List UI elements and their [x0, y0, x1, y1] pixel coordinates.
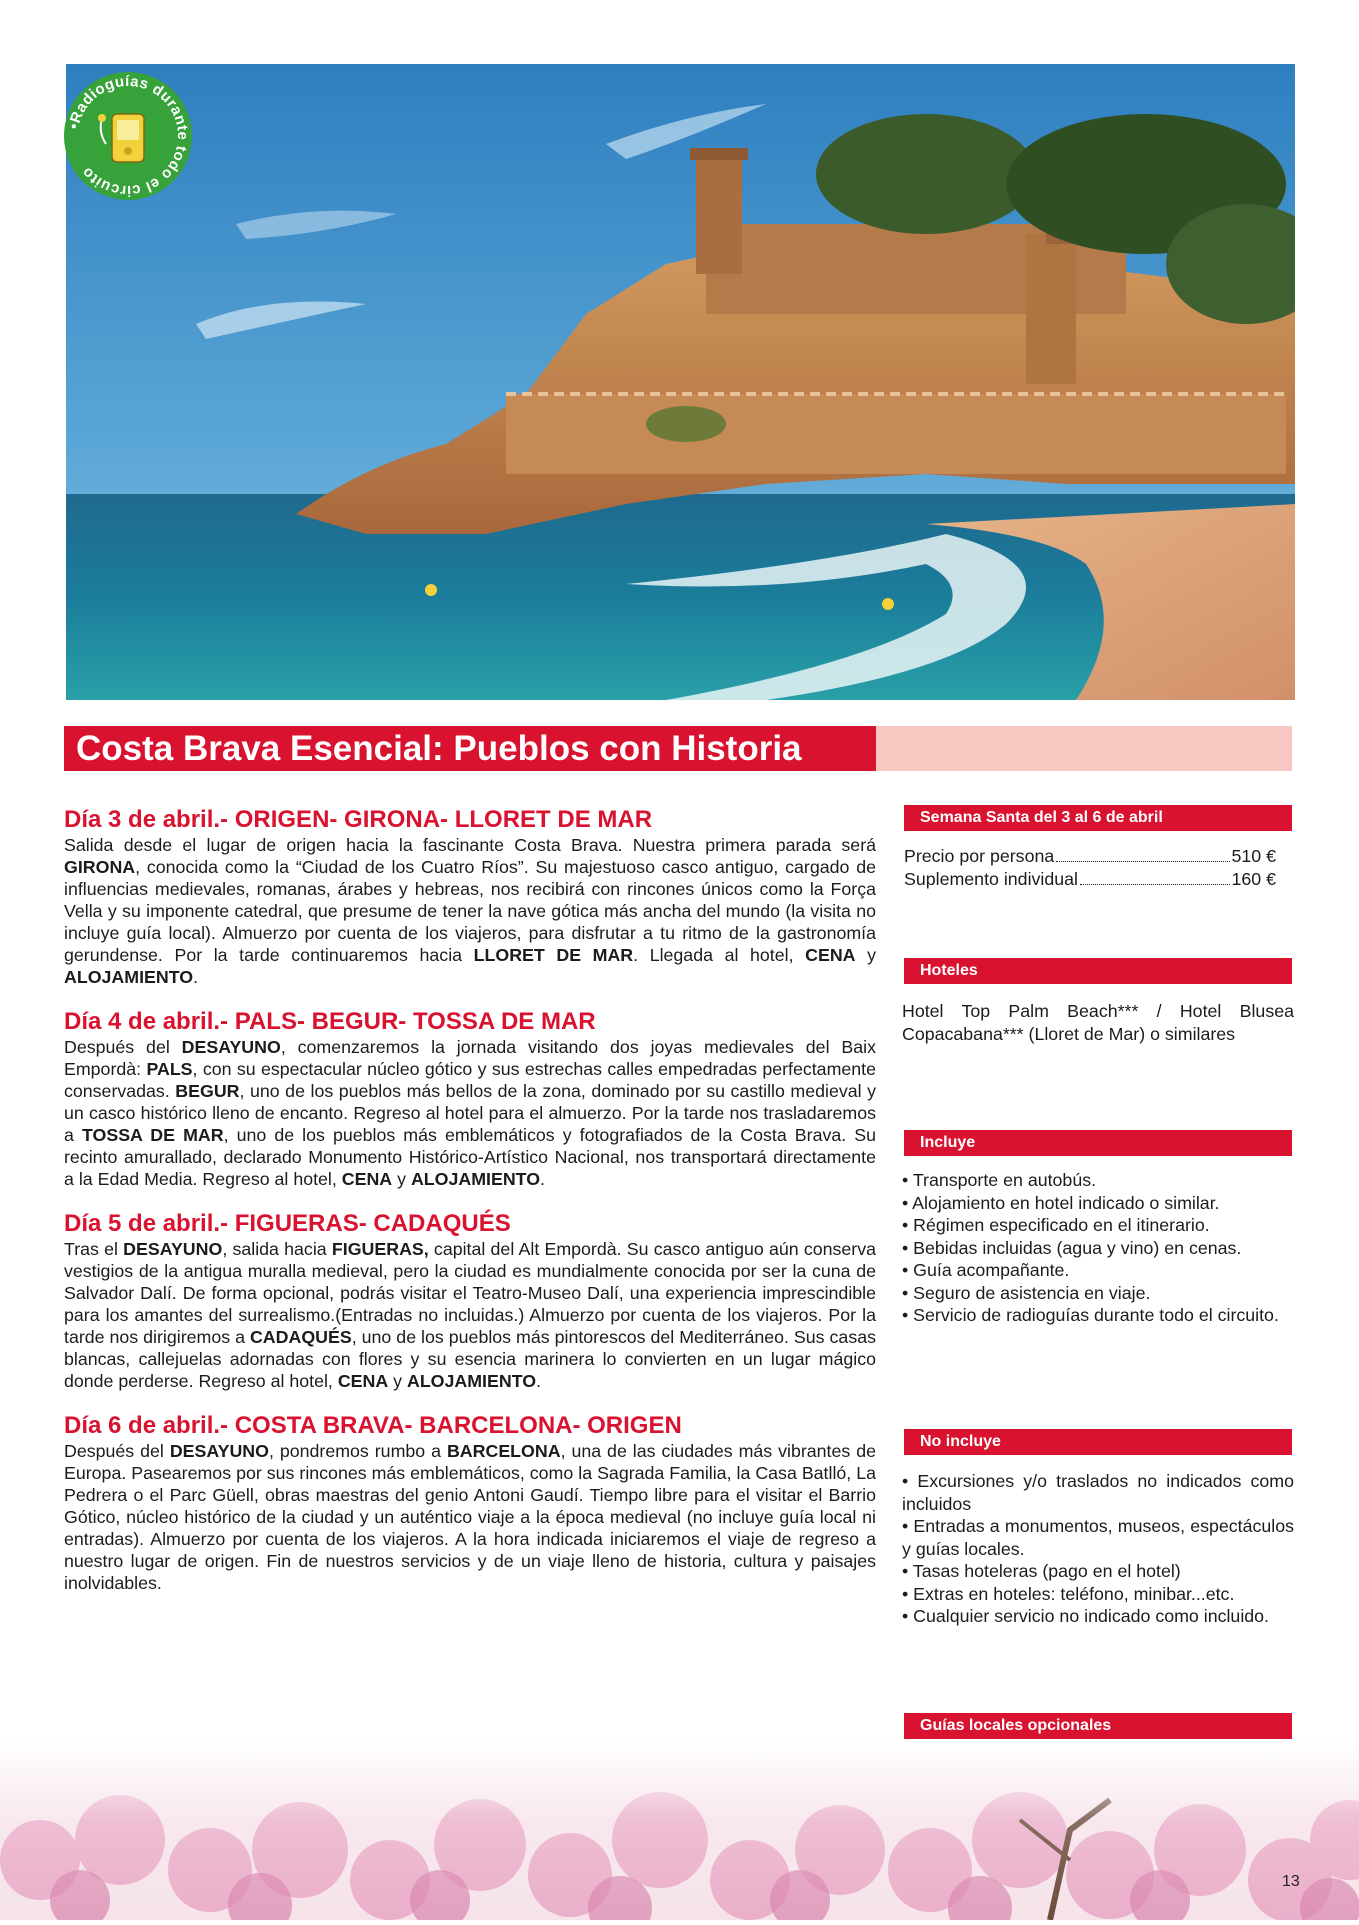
list-item: • Excursiones y/o traslados no indicados como incluidos: [902, 1471, 1294, 1514]
day-section: [64, 806, 876, 988]
page-title: Costa Brava Esencial: Pueblos con Historia: [76, 729, 802, 768]
day-title: Día 3 de abril.- ORIGEN- GIRONA- LLORET DE MAR: [64, 806, 653, 833]
hotels-text: Hotel Top Palm Beach*** / Hotel Blusea Copacabana*** (Lloret de Mar) o similares: [902, 1001, 1294, 1044]
price-row-label: Precio por persona: [904, 846, 1055, 866]
dot-leader: [1080, 884, 1230, 885]
page-number: 13: [1282, 1873, 1300, 1890]
day-section: [64, 1210, 876, 1392]
price-row: [904, 845, 1276, 868]
day-description: Tras el DESAYUNO, salida hacia FIGUERAS, capital del Alt Empordà. Su casco antiguo aún conserva vestigios de la antigua muralla medieval, pero la ciudad es mundialmente conocida por ser la cuna de Salvador Dalí. De forma opcional, podrás visitar el Teatro-Museo Dalí, una experiencia imprescindible para los amantes del surrealismo.(Entradas no incluidas.) Almuerzo por cuenta de los viajeros. Por la tarde nos dirigiremos a CADAQUÉS, uno de los pueblos más pintorescos del Mediterráneo. Sus casas blancas, callejuelas adornadas con flores y su esencia marinera lo convierten en un lugar mágico donde perderse. Regreso al hotel, CENA y ALOJAMIENTO.: [64, 1239, 876, 1391]
list-item: • Alojamiento en hotel indicado o similar.: [902, 1192, 1220, 1213]
itinerary: [64, 806, 876, 1614]
list-item: • Régimen especificado en el itinerario.: [902, 1215, 1210, 1235]
hotels-body: [902, 1000, 1294, 1045]
list-item: • Cualquier servicio no indicado como incluido.: [902, 1606, 1269, 1626]
price-row-value: 510 €: [1231, 846, 1276, 866]
list-item: • Transporte en autobús.: [902, 1170, 1097, 1190]
list-item: • Seguro de asistencia en viaje.: [902, 1282, 1151, 1303]
hotels-heading: Hoteles: [904, 958, 1292, 984]
guides-heading: Guías locales opcionales: [904, 1713, 1292, 1739]
list-item: • Entradas a monumentos, museos, espectáculos y guías locales.: [902, 1516, 1294, 1559]
day-title: Día 4 de abril.- PALS- BEGUR- TOSSA DE MAR: [64, 1008, 596, 1035]
list-item: • Tasas hoteleras (pago en el hotel): [902, 1561, 1181, 1581]
day-title: Día 6 de abril.- COSTA BRAVA- BARCELONA- ORIGEN: [64, 1412, 682, 1439]
day-description: Salida desde el lugar de origen hacia la fascinante Costa Brava. Nuestra primera parada será GIRONA, conocida como la “Ciudad de los Cuatro Ríos”. Su majestuoso casco antiguo, cargado de influencias medievales, romanas, árabes y hebreas, nos recibirá con rincones únicos como la Força Vella y su imponente catedral, que presume de tener la nave gótica más ancha del mundo (la visita no incluye guía local). Almuerzo por cuenta de los viajeros, para disfrutar a tu ritmo de la gastronomía gerundense. Por la tarde continuaremos hacia LLORET DE MAR. Llegada al hotel, CENA y ALOJAMIENTO.: [64, 835, 877, 987]
list-item: • Bebidas incluidas (agua y vino) en cenas.: [902, 1237, 1242, 1258]
radioguias-badge: [62, 70, 194, 202]
title-bar-extension: [876, 726, 1292, 771]
price-row-label: Suplemento individual: [904, 868, 1078, 889]
dot-leader: [1056, 861, 1229, 862]
prices-heading: Semana Santa del 3 al 6 de abril: [904, 805, 1292, 831]
includes-list: [902, 1169, 1294, 1327]
includes-heading: Incluye: [904, 1130, 1292, 1156]
day-description: Después del DESAYUNO, pondremos rumbo a BARCELONA, una de las ciudades más vibrantes de Europa. Pasearemos por sus rincones más emblemáticos, como la Sagrada Familia, la Casa Batlló, La Pedrera o el Parc Güell, obras maestras del genio Antoni Gaudí. Tiempo libre para el visitar el Barrio Gótico, núcleo histórico de la ciudad y un auténtico viaje a la época medieval (no incluye guía local ni entradas). Almuerzo por cuenta de los viajeros. A la hora indicada iniciaremos el viaje de regreso a nuestro lugar de origen. Fin de nuestros servicios y de un viaje lleno de historia, cultura y paisajes inolvidables.: [64, 1441, 876, 1593]
list-item: • Extras en hoteles: teléfono, minibar...etc.: [902, 1583, 1235, 1604]
price-row-value: 160 €: [1231, 868, 1276, 889]
day-title: Día 5 de abril.- FIGUERAS- CADAQUÉS: [64, 1210, 511, 1237]
hero-photo-tossa-de-mar: [66, 64, 1295, 700]
excludes-heading: No incluye: [904, 1429, 1292, 1455]
badge-text: •Radioguías durante todo el circuito: [65, 72, 192, 200]
excludes-list: [902, 1470, 1294, 1628]
prices-list: [904, 845, 1276, 890]
day-section: [64, 1412, 876, 1594]
price-row: [904, 868, 1276, 891]
day-section: [64, 1008, 876, 1190]
day-description: Después del DESAYUNO, comenzaremos la jornada visitando dos joyas medievales del Baix Empordà: PALS, con su espectacular núcleo gótico y sus estrechas calles empedradas perfectamente conservadas. BEGUR, uno de los pueblos más bellos de la zona, dominado por su castillo medieval y un casco histórico lleno de encanto. Regreso al hotel para el almuerzo. Por la tarde nos trasladaremos a TOSSA DE MAR, uno de los pueblos más emblemáticos y fotografiados de la Costa Brava. Su recinto amurallado, declarado Monumento Histórico-Artístico Nacional, nos transportará directamente a la Edad Media. Regreso al hotel, CENA y ALOJAMIENTO.: [64, 1037, 877, 1189]
cherry-blossom-decoration: [0, 1740, 1359, 1920]
list-item: • Servicio de radioguías durante todo el circuito.: [902, 1305, 1279, 1325]
list-item: • Guía acompañante.: [902, 1260, 1070, 1280]
title-bar: [64, 726, 876, 771]
